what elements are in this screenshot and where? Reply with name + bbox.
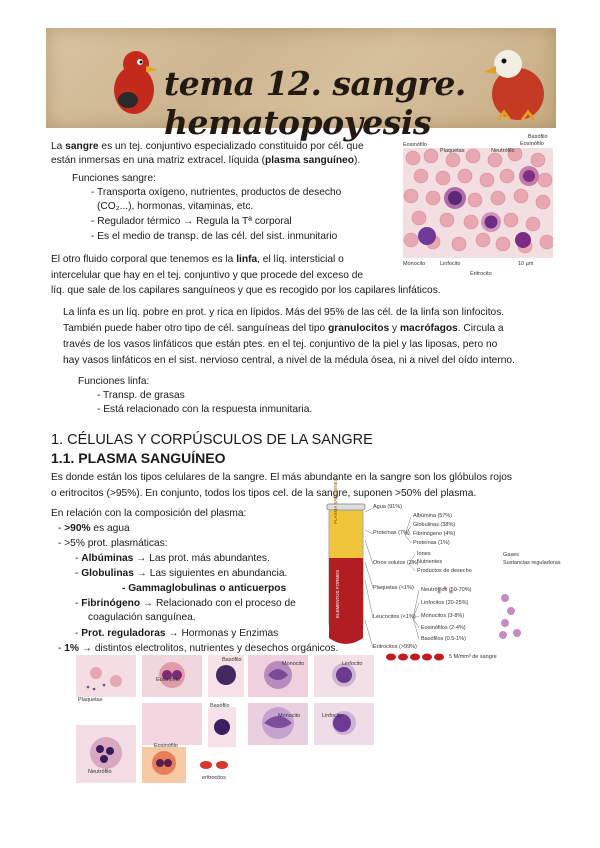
- blood-function-item: - Transporta oxígeno, nutrientes, productos de desecho: [91, 187, 342, 198]
- lymph-function-item: - Transp. de grasas: [97, 390, 185, 401]
- diagram-label: Iones: [417, 551, 431, 557]
- gallery-label: Eosinófilo: [156, 677, 180, 683]
- gallery-label: Basófilo: [210, 703, 230, 709]
- diagram-label: 5 M/mm³ de sangre: [449, 654, 497, 660]
- intro-paragraph-line1: La sangre es un tej. conjuntivo especializado constituido por cél. que: [51, 141, 364, 152]
- blood-composition-diagram: [325, 477, 575, 665]
- plasma-paragraph-line1: Es donde están los tipos celulares de la sangre. El más abundante en la sangre son los glóbulos rojos: [51, 472, 512, 483]
- protein-item: - Fibrinógeno → Relacionado con el proceso de: [75, 598, 296, 609]
- tube-label: ELEMENTOS FORMES: [335, 569, 340, 618]
- diagram-label: Fibrinógeno (4%): [413, 531, 456, 537]
- gallery-label: eritrocitos: [202, 775, 226, 781]
- blood-functions-title: Funciones sangre:: [72, 173, 156, 184]
- gallery-label: Neutrófilo: [88, 769, 112, 775]
- composition-item: - >90% es agua: [58, 523, 130, 534]
- lymph-detail-line1: La linfa es un líq. pobre en prot. y rica en lípidos. Más del 95% de las cél. de la linfa son linfocitos.: [63, 307, 505, 318]
- gallery-label: Linfocito: [322, 713, 343, 719]
- lymph-paragraph-line2: intercelular que hay en el tej. conjuntivo y que procede del exceso de: [51, 270, 364, 281]
- page-title: tema 12. sangre. hematopoyesis: [164, 64, 466, 142]
- plasma-paragraph-line2: o eritrocitos (>95%). En conjunto, todos los tipos cel. de la sangre, suponen >50% del plasma.: [51, 488, 477, 499]
- smear-label: Monocito: [403, 261, 426, 267]
- blood-function-item: (CO₂...), hormonas, vitaminas, etc.: [97, 201, 254, 212]
- blood-function-item: - Es el medio de transp. de las cél. del sist. inmunitario: [91, 231, 338, 242]
- lymph-detail-line2: También puede haber otro tipo de cél. sanguíneas del tipo granulocitos y macrófagos. Circula a: [63, 323, 504, 334]
- diagram-label: Eritrocitos (>99%): [373, 644, 417, 650]
- diagram-label: Sustancias reguladoras: [503, 560, 561, 566]
- diagram-label: Nutrientes: [417, 559, 443, 565]
- diagram-label: Linfocitos (20-25%): [421, 600, 469, 606]
- protein-subitem: - Gammaglobulinas o anticuerpos: [122, 583, 287, 594]
- bird-character-right-icon: [478, 36, 553, 126]
- smear-scale: 10 µm: [518, 261, 534, 267]
- protein-item-cont: coagulación sanguínea.: [88, 612, 196, 623]
- lymph-functions-title: Funciones linfa:: [78, 376, 150, 387]
- smear-label: Eosinófilo: [403, 142, 427, 148]
- tube-label: PLASMA SANGUÍNEO: [333, 477, 338, 524]
- smear-label: Eritrocito: [470, 271, 492, 277]
- diagram-label: Productos de desecho: [417, 568, 472, 574]
- blood-smear-image: [403, 148, 553, 258]
- composition-item: - 1% → distintos electrolitos, nutrientes y desechos orgánicos.: [58, 643, 339, 654]
- diagram-label: Proteínas (1%): [413, 540, 450, 546]
- diagram-label: Neutrófilos (50-70%): [421, 587, 472, 593]
- gallery-label: Basófilo: [222, 657, 242, 663]
- diagram-label: Monocitos (3-8%): [421, 613, 465, 619]
- diagram-label: Plaquetas (<1%): [373, 585, 414, 591]
- lymph-function-item: - Está relacionado con la respuesta inmunitaria.: [97, 404, 313, 415]
- lymph-paragraph-line3: líq. que sale de los capilares sanguíneos y que es recogido por los capilares linfáticos.: [51, 285, 441, 296]
- diagram-label: Albúmina (57%): [413, 513, 453, 519]
- bird-character-left-icon: [106, 40, 166, 120]
- lymph-paragraph-line1: El otro fluido corporal que tenemos es la linfa, el líq. intersticial o: [51, 254, 344, 265]
- smear-label: Plaquetas: [440, 148, 465, 154]
- composition-item: - >5% prot. plasmáticas:: [58, 538, 168, 549]
- composition-title: En relación con la composición del plasma:: [51, 508, 247, 519]
- gallery-label: Eosinófilo: [154, 743, 178, 749]
- smear-label: Neutrófilo: [491, 148, 515, 154]
- diagram-label: Otros solutos (2%): [373, 560, 419, 566]
- diagram-label: Leucocitos (<1%): [373, 614, 416, 620]
- cell-gallery: [76, 655, 376, 783]
- subsection-heading: 1.1. PLASMA SANGUÍNEO: [51, 450, 226, 466]
- lymph-detail-line3: través de los vasos linfáticos que están ptes. en el tej. conjuntivo de la piel y las liposas, pero no: [63, 339, 498, 350]
- smear-label: Eosinófilo: [520, 141, 544, 147]
- diagram-label: Gases: [503, 552, 519, 558]
- intro-paragraph-line2: están inmersas en una matriz extracel. líquida (plasma sanguíneo).: [51, 155, 361, 166]
- gallery-label: Monocito: [278, 713, 301, 719]
- diagram-label: Agua (91%): [373, 504, 403, 510]
- section-heading: 1. CÉLULAS Y CORPÚSCULOS DE LA SANGRE: [51, 432, 373, 448]
- gallery-label: Plaquetas: [78, 697, 103, 703]
- lymph-detail-line4: hay vasos linfáticos en el sist. nervioso central, a nivel de la médula ósea, ni a nivel del oído interno.: [63, 355, 515, 366]
- diagram-label: Globulinas (38%): [413, 522, 456, 528]
- protein-item: - Prot. reguladoras → Hormonas y Enzimas: [75, 628, 279, 639]
- diagram-label: Eosinófilos (2-4%): [421, 625, 466, 631]
- blood-function-item: - Regulador térmico → Regula la Tª corporal: [91, 216, 292, 227]
- protein-item: - Globulinas → Las siguientes en abundancia.: [75, 568, 288, 579]
- diagram-label: Proteínas (7%): [373, 530, 410, 536]
- gallery-label: Linfocito: [342, 661, 363, 667]
- smear-label: Linfocito: [440, 261, 461, 267]
- smear-label: Basófilo: [528, 134, 548, 140]
- gallery-label: Monocito: [282, 661, 305, 667]
- protein-item: - Albúminas → Las prot. más abundantes.: [75, 553, 270, 564]
- diagram-label: Basófilos (0.5-1%): [421, 636, 466, 642]
